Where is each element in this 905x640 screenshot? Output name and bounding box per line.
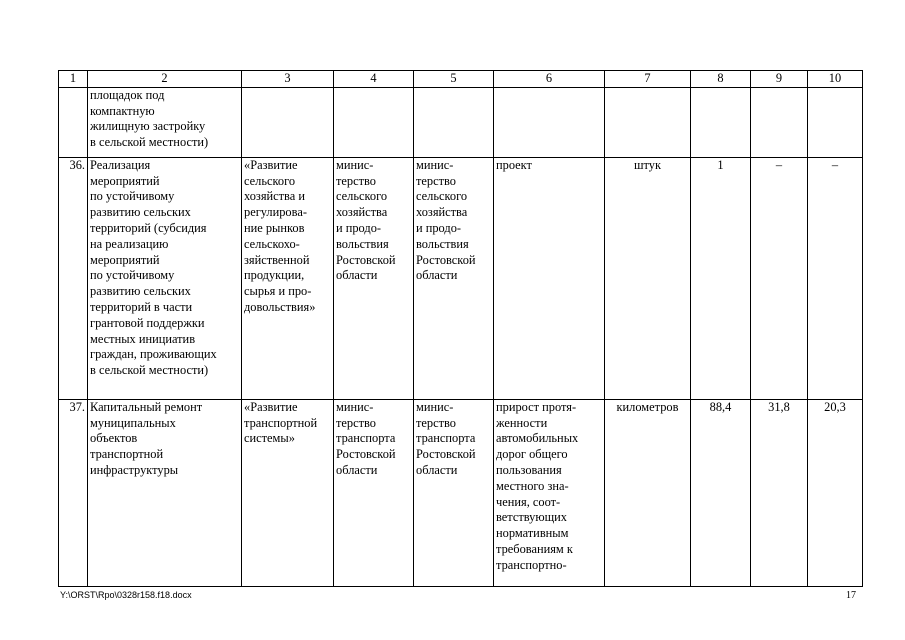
footer-file-path: Y:\ORST\Rpo\0328r158.f18.docx bbox=[60, 590, 192, 600]
unit-cell: километров bbox=[605, 399, 691, 586]
row-number-cell bbox=[59, 87, 88, 157]
value-cell-8: 1 bbox=[691, 157, 751, 399]
value-cell-10 bbox=[808, 87, 863, 157]
column-number-1: 1 bbox=[59, 71, 88, 88]
indicator-cell bbox=[494, 87, 605, 157]
responsible-cell: минис- терство сельского хозяйства и продо- вольствия Ростовской области bbox=[334, 157, 414, 399]
value-cell-9 bbox=[751, 87, 808, 157]
value-cell-9: 31,8 bbox=[751, 399, 808, 586]
table-row-37 bbox=[59, 399, 863, 586]
value-cell-10: – bbox=[808, 157, 863, 399]
row-number-cell: 36. bbox=[59, 157, 88, 399]
column-number-7: 7 bbox=[605, 71, 691, 88]
responsible-cell bbox=[334, 87, 414, 157]
column-number-9: 9 bbox=[751, 71, 808, 88]
program-table bbox=[58, 70, 863, 587]
value-cell-8 bbox=[691, 87, 751, 157]
value-cell-10: 20,3 bbox=[808, 399, 863, 586]
measure-name-cell: Реализация мероприятий по устойчивому развитию сельских территорий (субсидия на реализацию мероприятий по устойчивому развитию сельских территорий в части грантовой поддержки местных инициатив граждан, проживающих в сельской местности) bbox=[88, 157, 242, 399]
indicator-cell: прирост протя- женности автомобильных дорог общего пользования местного зна- чения, соот- ветствующих нормативным требованиям к транспортно- bbox=[494, 399, 605, 586]
column-number-5: 5 bbox=[414, 71, 494, 88]
column-number-4: 4 bbox=[334, 71, 414, 88]
executor-cell bbox=[414, 87, 494, 157]
unit-cell: штук bbox=[605, 157, 691, 399]
value-cell-8: 88,4 bbox=[691, 399, 751, 586]
table-row-continuation bbox=[59, 87, 863, 157]
measure-name-cell: площадок под компактную жилищную застройку в сельской местности) bbox=[88, 87, 242, 157]
column-number-3: 3 bbox=[242, 71, 334, 88]
program-cell: «Развитие сельского хозяйства и регулирова- ние рынков сельскохо- зяйственной продукции, сырья и про- довольствия» bbox=[242, 157, 334, 399]
program-cell: «Развитие транспортной системы» bbox=[242, 399, 334, 586]
column-number-8: 8 bbox=[691, 71, 751, 88]
program-cell bbox=[242, 87, 334, 157]
column-number-2: 2 bbox=[88, 71, 242, 88]
table-row-36 bbox=[59, 157, 863, 399]
row-number-cell: 37. bbox=[59, 399, 88, 586]
column-number-10: 10 bbox=[808, 71, 863, 88]
indicator-cell: проект bbox=[494, 157, 605, 399]
value-cell-9: – bbox=[751, 157, 808, 399]
executor-cell: минис- терство сельского хозяйства и продо- вольствия Ростовской области bbox=[414, 157, 494, 399]
page-number: 17 bbox=[846, 590, 856, 601]
column-number-6: 6 bbox=[494, 71, 605, 88]
executor-cell: минис- терство транспорта Ростовской области bbox=[414, 399, 494, 586]
table-header-row bbox=[59, 71, 863, 88]
responsible-cell: минис- терство транспорта Ростовской области bbox=[334, 399, 414, 586]
measure-name-cell: Капитальный ремонт муниципальных объектов транспортной инфраструктуры bbox=[88, 399, 242, 586]
unit-cell bbox=[605, 87, 691, 157]
